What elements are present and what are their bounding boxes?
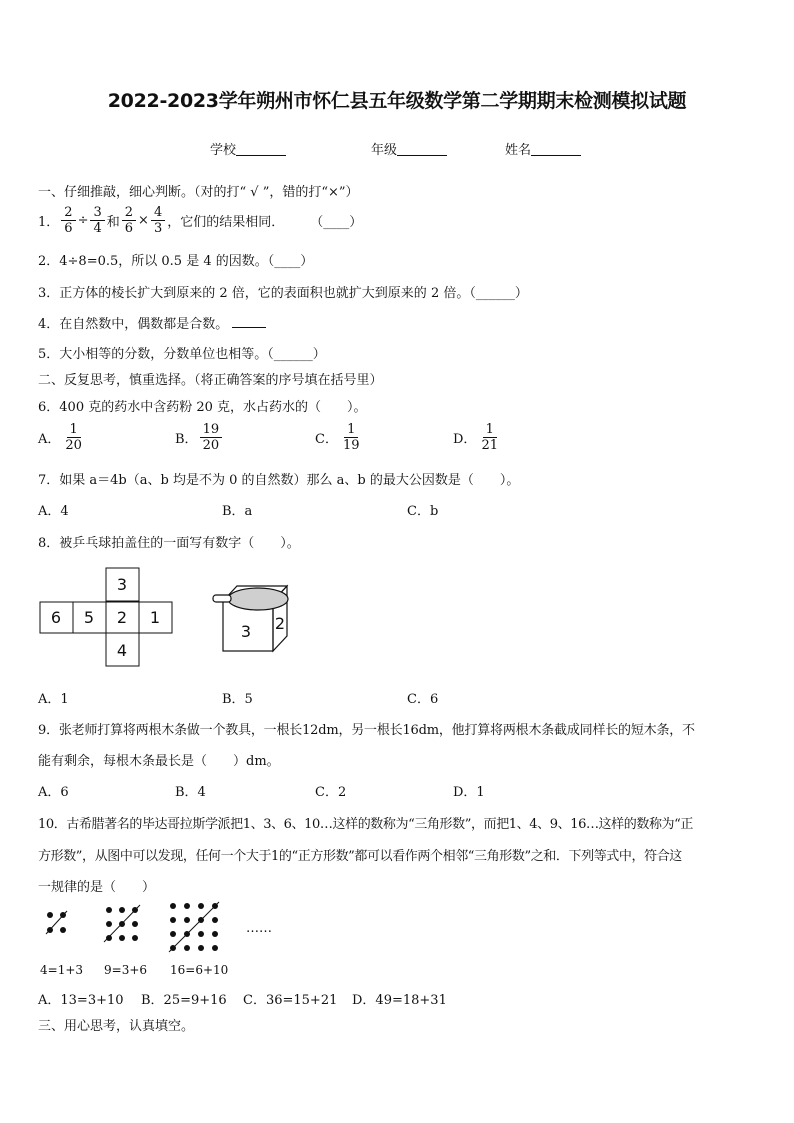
cube-front-label: 3 (240, 622, 252, 641)
q1-fraction-4: $\frac{4}{3}$ (151, 205, 165, 236)
q1-fraction-1: $\frac{2}{6}$ (61, 205, 75, 236)
q6-option-a[interactable]: A． $\frac{1}{20}$ (38, 422, 82, 453)
question-5: 5．大小相等的分数，分数单位也相等。（______） (38, 347, 326, 362)
question-3: 3．正方体的棱长扩大到原来的 2 倍，它的表面积也就扩大到原来的 2 倍。（______） (38, 286, 528, 301)
school-field (210, 139, 286, 158)
q6-option-b[interactable]: B． $\frac{19}{20}$ (175, 422, 224, 453)
dots-caption-2: 9=3+6 (104, 963, 148, 977)
q7-option-c[interactable]: C．b (407, 504, 439, 519)
net-label-1: 1 (149, 608, 161, 627)
q1-times-sign: × (138, 213, 149, 228)
question-9-line-2: 能有剩余，每根木条最长是（ ）dm。 (38, 754, 280, 769)
q1-text: ，它们的结果相同． (167, 215, 285, 230)
grade-blank[interactable] (397, 141, 447, 156)
q7-option-a[interactable]: A．4 (38, 504, 69, 519)
question-4 (38, 313, 266, 332)
q1-divide-sign: ÷ (77, 213, 89, 228)
cube-side-label: 2 (274, 614, 286, 633)
cube-net-figure (36, 566, 176, 670)
question-1 (38, 205, 362, 236)
section3-heading: 三、用心思考，认真填空。 (38, 1019, 195, 1034)
net-label-3: 3 (116, 575, 128, 594)
ping-pong-paddle-icon (228, 588, 288, 610)
q4-answer-blank[interactable] (232, 315, 266, 328)
question-10-line-3: 一规律的是（ ） (38, 880, 156, 895)
q1-answer-paren[interactable]: （____） (310, 215, 363, 230)
q6-option-c[interactable]: C． $\frac{1}{19}$ (315, 422, 360, 453)
dots-caption-1: 4=1+3 (40, 963, 84, 977)
question-8: 8．被乒乓球拍盖住的一面写有数字（ ）。 (38, 536, 300, 551)
q10-option-b[interactable]: B．25=9+16 (141, 993, 227, 1008)
question-10-line-2: 方形数”，从图中可以发现，任何一个大于1的“正方形数”都可以看作两个相邻“三角形数”之和．下列等式中，符合这 (38, 849, 682, 864)
name-blank[interactable] (531, 141, 581, 156)
section2-heading: 二、反复思考，慎重选择。（将正确答案的序号填在括号里） (38, 373, 383, 388)
net-label-5: 5 (83, 608, 95, 627)
q1-fraction-2: $\frac{3}{4}$ (90, 205, 104, 236)
q8-option-c[interactable]: C．6 (407, 692, 439, 707)
page-title: 2022-2023学年朔州市怀仁县五年级数学第二学期期末检测模拟试题 (107, 90, 687, 112)
cube-with-paddle-figure (210, 582, 290, 654)
question-9-line-1: 9．张老师打算将两根木条做一个教具，一根长12dm，另一根长16dm，他打算将两根木条截成同样长的短木条，不 (38, 723, 695, 738)
q1-fraction-3: $\frac{2}{6}$ (122, 205, 136, 236)
section1-heading: 一、仔细推敲，细心判断。（对的打“ √ ”，错的打“×”） (38, 185, 359, 200)
net-label-4: 4 (116, 641, 128, 660)
question-7: 7．如果 a＝4b（a、b 均是不为 0 的自然数）那么 a、b 的最大公因数是（ ）。 (38, 473, 520, 488)
q10-option-c[interactable]: C．36=15+21 (243, 993, 338, 1008)
net-label-6: 6 (50, 608, 62, 627)
paddle-handle-icon (213, 595, 231, 602)
q8-option-b[interactable]: B．5 (222, 692, 253, 707)
question-10-line-1: 10．古希腊著名的毕达哥拉斯学派把1、3、6、10…这样的数称为“三角形数”，而把1、4、9、16…这样的数称为“正 (38, 817, 693, 832)
q1-number: 1． (38, 215, 60, 230)
school-label: 学校 (210, 143, 237, 158)
q7-option-b[interactable]: B．a (222, 504, 253, 519)
square-number-dots-figure (38, 900, 298, 958)
q9-option-b[interactable]: B．4 (175, 785, 206, 800)
q8-option-a[interactable]: A．1 (38, 692, 69, 707)
school-blank[interactable] (236, 141, 286, 156)
q1-and: 和 (106, 215, 120, 230)
name-label: 姓名 (505, 143, 532, 158)
net-label-2: 2 (116, 608, 128, 627)
grade-label: 年级 (371, 143, 398, 158)
name-field (505, 139, 581, 158)
grade-field (371, 139, 447, 158)
q10-option-d[interactable]: D．49=18+31 (352, 993, 447, 1008)
q10-option-a[interactable]: A．13=3+10 (38, 993, 124, 1008)
q6-option-d[interactable]: D． $\frac{1}{21}$ (453, 422, 498, 453)
dots-ellipsis: …… (246, 921, 272, 936)
q9-option-c[interactable]: C．2 (315, 785, 347, 800)
q9-option-a[interactable]: A．6 (38, 785, 69, 800)
q9-option-d[interactable]: D．1 (453, 785, 485, 800)
q4-text: 4．在自然数中，偶数都是合数。 (38, 317, 229, 332)
question-2: 2．4÷8=0.5，所以 0.5 是 4 的因数。（____） (38, 254, 314, 269)
dots-caption-3: 16=6+10 (170, 963, 229, 977)
question-6: 6．400 克的药水中含药粉 20 克，水占药水的（ ）。 (38, 400, 367, 415)
